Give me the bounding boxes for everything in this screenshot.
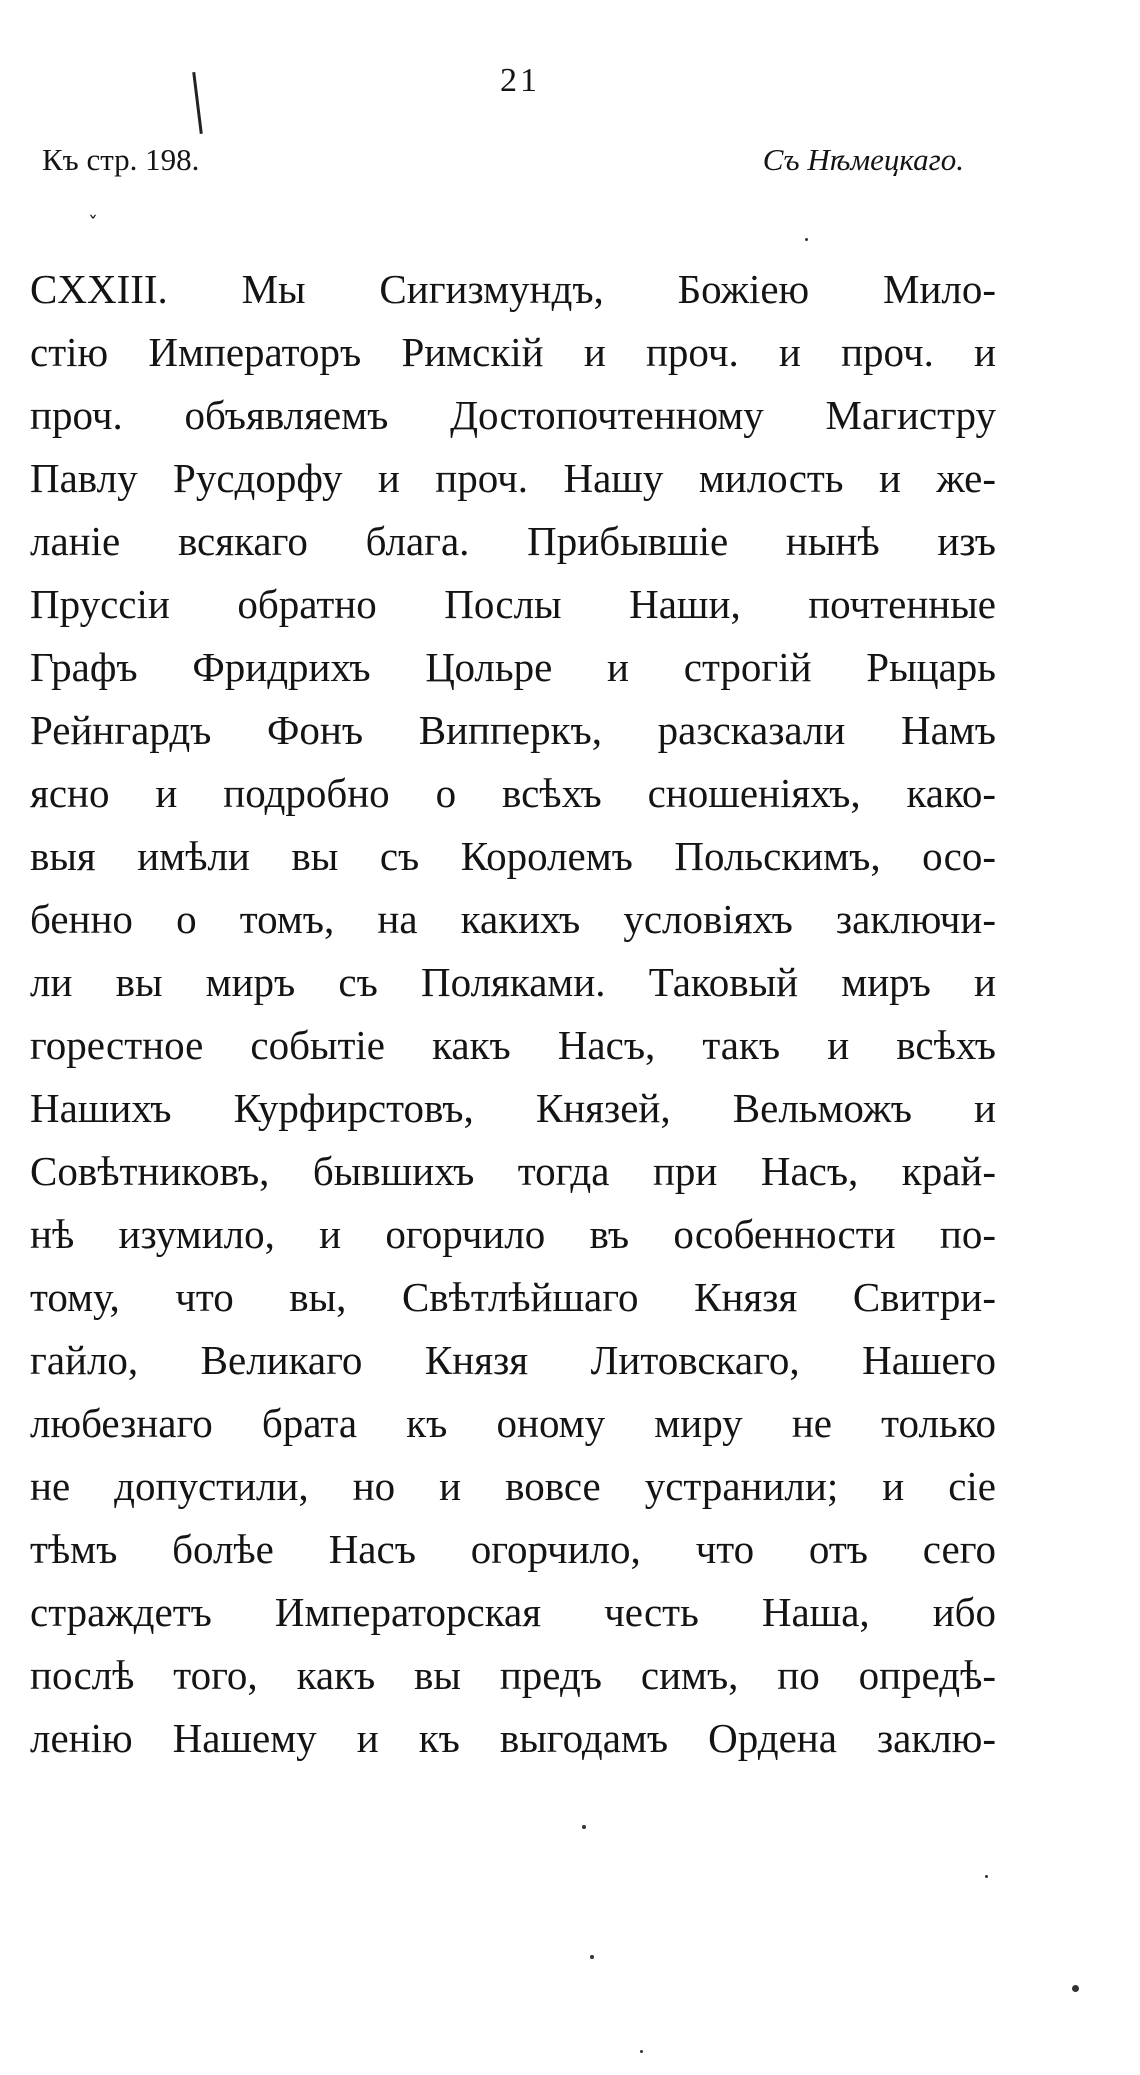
scan-speck bbox=[985, 1875, 988, 1878]
text-line: тому, что вы, Свѣтлѣйшаго Князя Свитри- bbox=[30, 1274, 996, 1320]
pencil-tick: ˇ bbox=[88, 212, 98, 236]
text-line: ленiю Нашему и къ выгодамъ Ордена заклю- bbox=[30, 1715, 996, 1761]
body-text bbox=[30, 258, 996, 1770]
text-line: страждетъ Императорская честь Наша, ибо bbox=[30, 1589, 996, 1635]
scan-speck bbox=[805, 238, 808, 241]
text-line: Графъ Фридрихъ Цольре и строгiй Рыцарь bbox=[30, 644, 996, 690]
scan-speck bbox=[582, 1825, 586, 1829]
text-line: не допустили, но и вовсе устранили; и сiе bbox=[30, 1463, 996, 1509]
text-line: стiю Императоръ Римскiй и проч. и проч. и bbox=[30, 329, 996, 375]
text-line: проч. объявляемъ Достопочтенному Магистру bbox=[30, 392, 996, 438]
header-right: Съ Нѣмецкаго. bbox=[762, 142, 964, 177]
scan-speck bbox=[640, 2050, 643, 2053]
scan-speck bbox=[1072, 1985, 1079, 1992]
text-line: Совѣтниковъ, бывшихъ тогда при Насъ, край- bbox=[30, 1148, 996, 1194]
text-line: Пруссiи обратно Послы Наши, почтенные bbox=[30, 581, 996, 627]
text-line: CXXIII. Мы Сигизмундъ, Божiею Мило- bbox=[30, 266, 996, 312]
text-line: послѣ того, какъ вы предъ симъ, по опредѣ- bbox=[30, 1652, 996, 1698]
header-left: Къ стр. 198. bbox=[42, 142, 200, 177]
text-line: Павлу Русдорфу и проч. Нашу милость и же- bbox=[30, 455, 996, 501]
text-line: Рейнгардъ Фонъ Випперкъ, разсказали Намъ bbox=[30, 707, 996, 753]
text-line: любезнаго брата къ оному миру не только bbox=[30, 1400, 996, 1446]
text-line: Нашихъ Курфирстовъ, Князей, Вельможъ и bbox=[30, 1085, 996, 1131]
text-line: тѣмъ болѣе Насъ огорчило, что отъ сего bbox=[30, 1526, 996, 1572]
text-line: ли вы миръ съ Поляками. Таковый миръ и bbox=[30, 959, 996, 1005]
scan-speck bbox=[590, 1955, 594, 1959]
page-number: 21 bbox=[500, 62, 540, 99]
text-line: нѣ изумило, и огорчило въ особенности по- bbox=[30, 1211, 996, 1257]
text-line: выя имѣли вы съ Королемъ Польскимъ, осо- bbox=[30, 833, 996, 879]
text-line: горестное событiе какъ Насъ, такъ и всѣхъ bbox=[30, 1022, 996, 1068]
text-line: гайло, Великаго Князя Литовскаго, Нашего bbox=[30, 1337, 996, 1383]
text-line: ланiе всякаго блага. Прибывшiе нынѣ изъ bbox=[30, 518, 996, 564]
text-line: ясно и подробно о всѣхъ сношенiяхъ, како- bbox=[30, 770, 996, 816]
text-line: бенно о томъ, на какихъ условiяхъ заключи- bbox=[30, 896, 996, 942]
